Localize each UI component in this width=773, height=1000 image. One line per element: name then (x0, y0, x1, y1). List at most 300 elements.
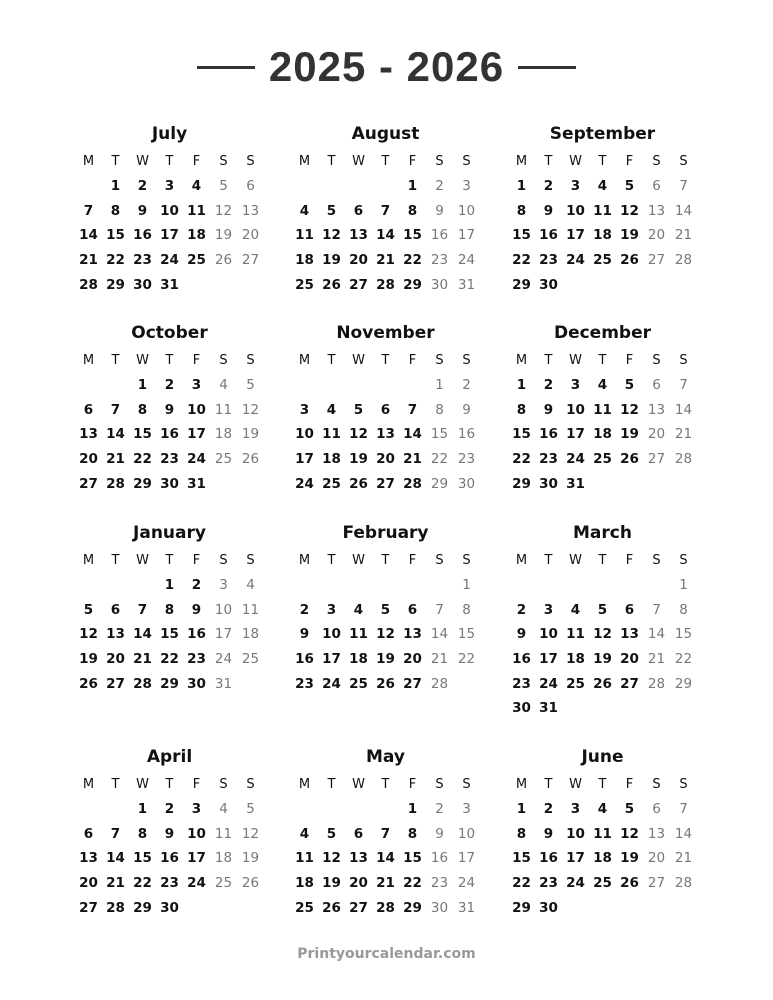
month-april (75, 745, 264, 920)
day-cell: 31 (457, 276, 476, 293)
day-cell: 14 (106, 426, 125, 443)
day-cell: 5 (83, 601, 94, 618)
month-august (291, 122, 480, 297)
day-grid (75, 373, 264, 496)
day-cell: 14 (674, 202, 693, 219)
title-left-rule (197, 66, 255, 69)
day-cell: 5 (326, 202, 337, 219)
month-december (508, 321, 697, 496)
day-cell: 19 (349, 451, 368, 468)
day-cell: 28 (674, 252, 693, 269)
day-cell: 27 (647, 875, 666, 892)
day-cell: 18 (349, 651, 368, 668)
day-cell: 28 (403, 475, 422, 492)
day-cell: 4 (597, 178, 608, 194)
day-cell: 24 (539, 675, 558, 692)
day-grid (508, 174, 697, 297)
day-cell: 30 (539, 899, 558, 916)
day-cell: 21 (79, 252, 98, 269)
day-cell: 20 (376, 451, 395, 468)
day-cell: 16 (512, 651, 531, 668)
day-cell: 27 (647, 252, 666, 269)
month-september (508, 122, 697, 297)
day-cell: 11 (593, 202, 612, 219)
weekday-label: T (598, 553, 607, 568)
day-cell: 14 (376, 227, 395, 244)
month-january (75, 521, 264, 696)
weekday-label: W (136, 553, 149, 568)
day-cell: 14 (403, 426, 422, 443)
day-cell: 9 (462, 401, 471, 418)
day-cell: 17 (539, 651, 558, 668)
day-cell: 19 (214, 227, 233, 244)
day-cell: 5 (326, 825, 337, 842)
day-cell: 28 (674, 451, 693, 468)
day-grid (291, 573, 480, 696)
day-cell: 16 (539, 426, 558, 443)
day-cell: 26 (79, 675, 98, 692)
weekday-label: M (82, 353, 95, 368)
day-cell: 4 (246, 577, 255, 593)
day-cell: 27 (241, 252, 260, 269)
weekday-label: T (165, 353, 174, 368)
day-cell: 3 (462, 178, 471, 194)
weekday-label: T (544, 777, 553, 792)
day-cell: 5 (246, 801, 255, 817)
day-cell: 10 (566, 202, 585, 219)
day-cell: 12 (376, 626, 395, 643)
weekday-label: T (381, 777, 390, 792)
day-cell: 1 (137, 801, 148, 817)
day-cell: 23 (295, 675, 314, 692)
day-cell: 28 (376, 899, 395, 916)
day-cell: 10 (566, 825, 585, 842)
day-cell: 17 (187, 850, 206, 867)
day-cell: 26 (322, 899, 341, 916)
day-cell: 1 (137, 377, 148, 393)
weekday-label: F (192, 553, 201, 568)
weekday-label: S (679, 353, 688, 368)
month-name: May (366, 747, 405, 767)
weekday-label: S (652, 154, 661, 169)
page-title: 2025 - 2026 (268, 43, 505, 90)
day-cell: 7 (435, 601, 444, 618)
weekday-label: F (192, 154, 201, 169)
day-cell: 9 (164, 401, 175, 418)
title-right-rule (518, 66, 576, 69)
day-cell: 9 (516, 626, 527, 643)
weekday-label: S (652, 777, 661, 792)
day-cell: 19 (322, 252, 341, 269)
day-cell: 10 (214, 601, 233, 618)
day-cell: 10 (295, 426, 314, 443)
day-cell: 15 (512, 850, 531, 867)
header (0, 40, 773, 94)
day-cell: 14 (133, 626, 152, 643)
weekday-label: S (219, 777, 228, 792)
day-cell: 1 (516, 178, 527, 194)
day-cell: 6 (624, 601, 635, 618)
weekday-label: T (111, 353, 120, 368)
day-cell: 22 (160, 651, 179, 668)
day-cell: 23 (539, 252, 558, 269)
day-cell: 23 (539, 875, 558, 892)
day-cell: 29 (133, 899, 152, 916)
day-cell: 22 (512, 875, 531, 892)
day-cell: 12 (593, 626, 612, 643)
day-cell: 8 (516, 202, 527, 219)
weekday-label: W (352, 154, 365, 169)
day-cell: 16 (133, 227, 152, 244)
weekday-header (508, 549, 697, 573)
day-cell: 4 (299, 202, 310, 219)
day-cell: 31 (187, 475, 206, 492)
day-cell: 28 (430, 675, 449, 692)
day-cell: 26 (620, 252, 639, 269)
weekday-label: M (82, 777, 95, 792)
weekday-label: S (435, 353, 444, 368)
day-cell: 9 (435, 825, 444, 842)
day-cell: 25 (214, 451, 233, 468)
weekday-label: T (381, 154, 390, 169)
day-cell: 7 (407, 401, 418, 418)
day-cell: 7 (110, 825, 121, 842)
day-cell: 16 (160, 426, 179, 443)
weekday-label: S (219, 154, 228, 169)
day-cell: 30 (539, 276, 558, 293)
day-cell: 1 (516, 377, 527, 393)
weekday-label: F (408, 353, 417, 368)
day-cell: 25 (295, 276, 314, 293)
day-cell: 20 (79, 875, 98, 892)
day-cell: 25 (566, 675, 585, 692)
weekday-label: T (381, 553, 390, 568)
day-cell: 11 (214, 401, 233, 418)
weekday-label: W (569, 154, 582, 169)
day-cell: 17 (214, 626, 233, 643)
month-name: January (133, 523, 206, 543)
day-cell: 2 (543, 178, 554, 194)
day-cell: 3 (326, 601, 337, 618)
day-cell: 9 (137, 202, 148, 219)
month-name: August (351, 124, 420, 144)
day-cell: 27 (403, 675, 422, 692)
day-cell: 29 (430, 475, 449, 492)
day-grid (75, 174, 264, 297)
day-cell: 15 (403, 850, 422, 867)
day-cell: 25 (187, 252, 206, 269)
day-cell: 5 (380, 601, 391, 618)
day-cell: 5 (246, 377, 255, 393)
month-october (75, 321, 264, 496)
day-cell: 4 (299, 825, 310, 842)
weekday-label: S (652, 553, 661, 568)
day-cell: 17 (566, 227, 585, 244)
day-cell: 2 (299, 601, 310, 618)
day-cell: 8 (164, 601, 175, 618)
weekday-label: F (408, 553, 417, 568)
day-cell: 7 (380, 825, 391, 842)
day-cell: 4 (191, 178, 202, 194)
day-cell: 20 (349, 875, 368, 892)
day-cell: 27 (79, 899, 98, 916)
day-cell: 26 (214, 252, 233, 269)
weekday-label: W (352, 353, 365, 368)
day-cell: 24 (295, 475, 314, 492)
day-cell: 4 (219, 377, 228, 393)
day-cell: 14 (430, 626, 449, 643)
day-cell: 22 (430, 451, 449, 468)
weekday-label: W (569, 353, 582, 368)
day-cell: 13 (241, 202, 260, 219)
day-cell: 23 (160, 451, 179, 468)
day-cell: 21 (376, 875, 395, 892)
day-cell: 3 (570, 801, 581, 817)
month-name: June (581, 747, 624, 767)
month-name: April (146, 747, 193, 767)
day-cell: 14 (674, 825, 693, 842)
day-cell: 6 (83, 401, 94, 418)
day-cell: 19 (322, 875, 341, 892)
weekday-label: F (192, 353, 201, 368)
weekday-label: M (82, 553, 95, 568)
day-cell: 3 (164, 178, 175, 194)
day-cell: 23 (133, 252, 152, 269)
day-cell: 15 (133, 426, 152, 443)
weekday-label: F (192, 777, 201, 792)
day-cell: 6 (407, 601, 418, 618)
day-cell: 3 (570, 377, 581, 393)
weekday-label: S (246, 353, 255, 368)
day-cell: 11 (566, 626, 585, 643)
day-cell: 17 (187, 426, 206, 443)
day-cell: 24 (160, 252, 179, 269)
day-cell: 19 (241, 850, 260, 867)
day-cell: 26 (593, 675, 612, 692)
day-cell: 6 (652, 178, 661, 194)
day-cell: 29 (106, 276, 125, 293)
day-cell: 21 (674, 850, 693, 867)
day-cell: 1 (110, 178, 121, 194)
day-cell: 10 (160, 202, 179, 219)
day-cell: 13 (79, 850, 98, 867)
day-cell: 29 (403, 276, 422, 293)
day-cell: 1 (516, 801, 527, 817)
day-cell: 13 (647, 825, 666, 842)
day-cell: 18 (295, 252, 314, 269)
day-cell: 7 (652, 601, 661, 618)
weekday-header (75, 349, 264, 373)
day-cell: 2 (191, 577, 202, 593)
day-cell: 24 (322, 675, 341, 692)
day-cell: 28 (376, 276, 395, 293)
day-cell: 23 (187, 651, 206, 668)
weekday-label: S (462, 553, 471, 568)
day-cell: 14 (79, 227, 98, 244)
day-cell: 28 (674, 875, 693, 892)
day-cell: 15 (160, 626, 179, 643)
day-cell: 19 (620, 850, 639, 867)
day-cell: 25 (295, 899, 314, 916)
day-cell: 2 (164, 377, 175, 393)
day-cell: 22 (133, 451, 152, 468)
month-july (75, 122, 264, 297)
weekday-header (75, 150, 264, 174)
day-cell: 12 (214, 202, 233, 219)
day-cell: 8 (435, 401, 444, 418)
day-cell: 12 (322, 850, 341, 867)
weekday-header (75, 773, 264, 797)
day-cell: 30 (187, 675, 206, 692)
day-cell: 27 (376, 475, 395, 492)
day-cell: 23 (430, 875, 449, 892)
day-grid (291, 797, 480, 920)
day-cell: 8 (462, 601, 471, 618)
day-cell: 8 (137, 401, 148, 418)
day-cell: 6 (380, 401, 391, 418)
weekday-label: M (298, 353, 311, 368)
day-cell: 7 (110, 401, 121, 418)
weekday-label: F (625, 353, 634, 368)
day-cell: 24 (457, 875, 476, 892)
weekday-label: W (136, 777, 149, 792)
day-grid (508, 373, 697, 496)
day-cell: 24 (214, 651, 233, 668)
weekday-label: T (544, 553, 553, 568)
day-cell: 14 (674, 401, 693, 418)
day-grid (508, 573, 697, 721)
day-cell: 24 (566, 252, 585, 269)
weekday-header (291, 349, 480, 373)
month-february (291, 521, 480, 696)
day-cell: 7 (679, 377, 688, 393)
day-cell: 19 (620, 227, 639, 244)
weekday-label: M (515, 353, 528, 368)
day-cell: 28 (79, 276, 98, 293)
day-cell: 22 (512, 451, 531, 468)
day-cell: 30 (160, 475, 179, 492)
day-cell: 15 (674, 626, 693, 643)
weekday-label: S (679, 553, 688, 568)
day-cell: 2 (137, 178, 148, 194)
day-cell: 3 (543, 601, 554, 618)
weekday-label: T (598, 353, 607, 368)
day-cell: 22 (403, 252, 422, 269)
day-cell: 16 (160, 850, 179, 867)
weekday-header (291, 150, 480, 174)
day-cell: 31 (214, 675, 233, 692)
day-cell: 23 (430, 252, 449, 269)
day-cell: 6 (246, 178, 255, 194)
day-cell: 29 (512, 899, 531, 916)
weekday-label: M (515, 777, 528, 792)
day-cell: 5 (597, 601, 608, 618)
day-cell: 29 (512, 475, 531, 492)
day-cell: 21 (430, 651, 449, 668)
day-cell: 24 (187, 875, 206, 892)
day-cell: 5 (219, 178, 228, 194)
day-cell: 3 (299, 401, 310, 418)
day-cell: 27 (79, 475, 98, 492)
day-cell: 9 (299, 626, 310, 643)
day-cell: 10 (539, 626, 558, 643)
day-cell: 18 (241, 626, 260, 643)
day-cell: 10 (566, 401, 585, 418)
day-cell: 16 (430, 227, 449, 244)
day-cell: 31 (457, 899, 476, 916)
day-cell: 2 (462, 377, 471, 393)
day-cell: 5 (624, 801, 635, 817)
month-name: July (151, 124, 188, 144)
weekday-header (291, 773, 480, 797)
day-cell: 27 (620, 675, 639, 692)
day-cell: 9 (543, 825, 554, 842)
month-name: March (573, 523, 632, 543)
day-cell: 12 (241, 401, 260, 418)
month-name: October (131, 323, 208, 343)
day-cell: 30 (539, 475, 558, 492)
day-cell: 18 (295, 875, 314, 892)
weekday-label: W (136, 353, 149, 368)
day-cell: 21 (674, 426, 693, 443)
day-cell: 18 (322, 451, 341, 468)
day-cell: 26 (349, 475, 368, 492)
day-cell: 17 (566, 426, 585, 443)
day-cell: 21 (133, 651, 152, 668)
day-cell: 18 (187, 227, 206, 244)
weekday-label: W (352, 777, 365, 792)
day-cell: 29 (512, 276, 531, 293)
day-cell: 9 (435, 202, 444, 219)
day-cell: 1 (435, 377, 444, 393)
day-cell: 5 (624, 178, 635, 194)
day-cell: 15 (512, 227, 531, 244)
day-cell: 5 (624, 377, 635, 393)
day-cell: 4 (570, 601, 581, 618)
day-cell: 12 (79, 626, 98, 643)
day-cell: 20 (106, 651, 125, 668)
day-cell: 14 (106, 850, 125, 867)
day-cell: 17 (322, 651, 341, 668)
day-cell: 17 (566, 850, 585, 867)
day-cell: 18 (566, 651, 585, 668)
day-cell: 16 (430, 850, 449, 867)
day-cell: 15 (133, 850, 152, 867)
weekday-label: S (462, 154, 471, 169)
weekday-label: T (327, 777, 336, 792)
month-name: September (549, 124, 656, 144)
day-cell: 30 (457, 475, 476, 492)
day-cell: 21 (106, 875, 125, 892)
day-cell: 22 (106, 252, 125, 269)
weekday-label: T (111, 777, 120, 792)
day-cell: 27 (349, 899, 368, 916)
weekday-header (291, 549, 480, 573)
day-cell: 20 (241, 227, 260, 244)
day-cell: 10 (457, 825, 476, 842)
day-cell: 15 (403, 227, 422, 244)
day-cell: 29 (133, 475, 152, 492)
weekday-label: S (246, 553, 255, 568)
day-cell: 21 (376, 252, 395, 269)
day-cell: 31 (566, 475, 585, 492)
day-cell: 29 (160, 675, 179, 692)
day-cell: 5 (353, 401, 364, 418)
day-cell: 11 (322, 426, 341, 443)
weekday-label: T (165, 553, 174, 568)
day-cell: 19 (593, 651, 612, 668)
weekday-label: T (544, 353, 553, 368)
